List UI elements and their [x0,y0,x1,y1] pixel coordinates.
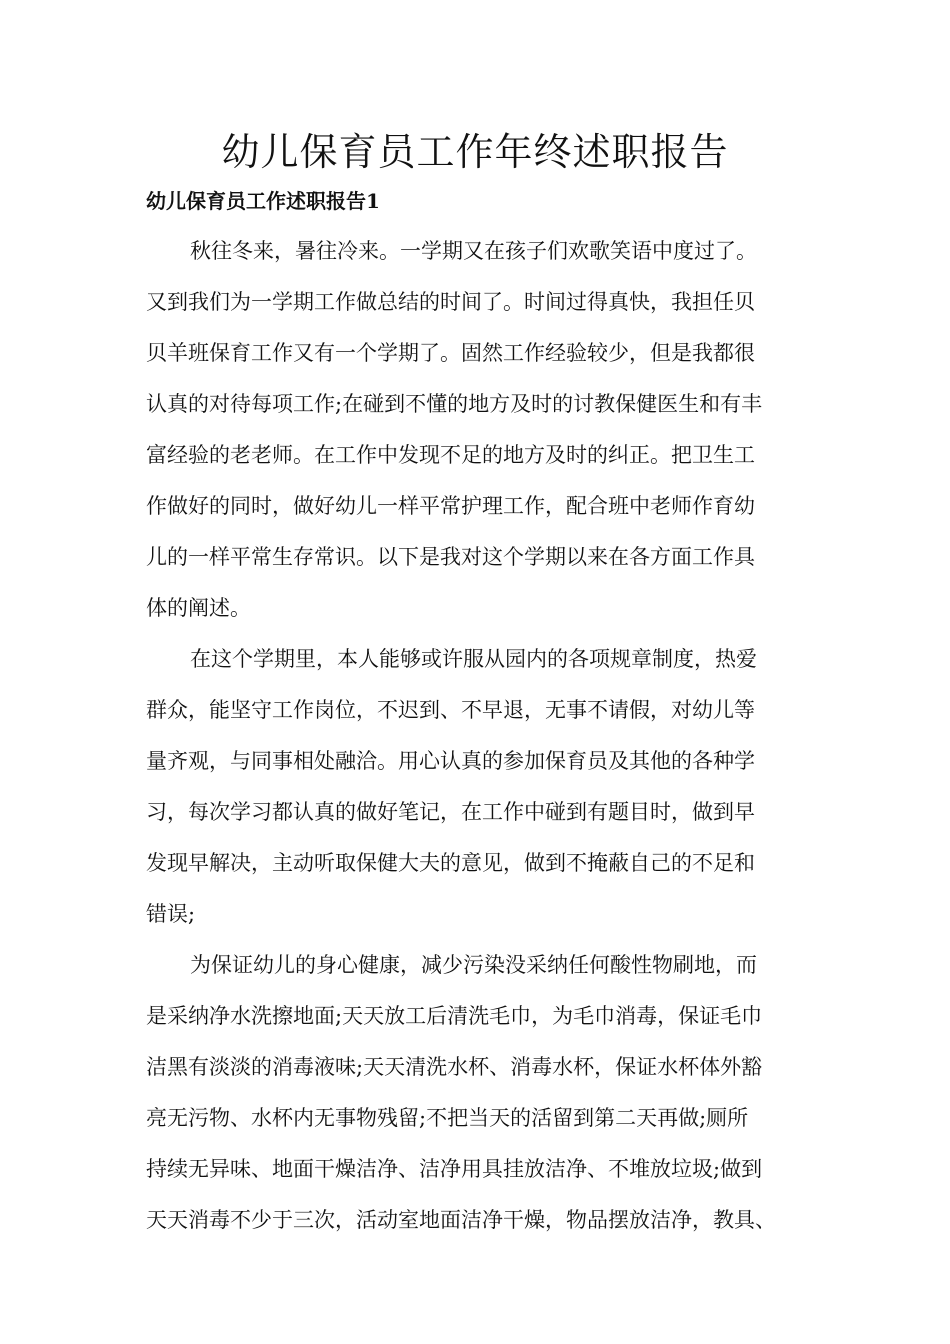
paragraph-2-line-4: 习，每次学习都认真的做好笔记，在工作中碰到有题目时，做到早 [146,800,755,824]
paragraph-2-line-5: 发现早解决，主动听取保健大夫的意见，做到不掩蔽自己的不足和 [146,851,755,875]
paragraph-1-line-5: 富经验的老老师。在工作中发现不足的地方及时的纠正。把卫生工 [146,443,755,467]
paragraph-1-line-4: 认真的对待每项工作;在碰到不懂的地方及时的讨教保健医生和有丰 [146,392,763,416]
paragraph-3-line-2: 是采纳净水洗擦地面;天天放工后清洗毛巾，为毛巾消毒，保证毛巾 [146,1004,763,1028]
paragraph-1-line-6: 作做好的同时，做好幼儿一样平常护理工作，配合班中老师作育幼 [146,494,755,518]
paragraph-1-line-2: 又到我们为一学期工作做总结的时间了。时间过得真快，我担任贝 [146,290,755,314]
paragraph-2-line-6: 错误; [146,902,196,926]
paragraph-1-line-8: 体的阐述。 [146,596,251,620]
paragraph-3-line-4: 亮无污物、水杯内无事物残留;不把当天的活留到第二天再做;厕所 [146,1106,749,1130]
paragraph-3-line-3: 洁黑有淡淡的消毒液味;天天清洗水杯、消毒水杯，保证水杯体外豁 [146,1055,763,1079]
paragraph-2-line-3: 量齐观，与同事相处融洽。用心认真的参加保育员及其他的各种学 [146,749,755,773]
paragraph-1-line-3: 贝羊班保育工作又有一个学期了。固然工作经验较少，但是我都很 [146,341,755,365]
paragraph-2-line-2: 群众，能坚守工作岗位，不迟到、不早退，无事不请假，对幼儿等 [146,698,755,722]
section-heading: 幼儿保育员工作述职报告1 [146,189,380,213]
document-title: 幼儿保育员工作年终述职报告 [221,130,729,174]
paragraph-1-line-7: 儿的一样平常生存常识。以下是我对这个学期以来在各方面工作具 [146,545,755,569]
paragraph-3-line-5: 持续无异味、地面干燥洁净、洁净用具挂放洁净、不堆放垃圾;做到 [146,1157,763,1181]
paragraph-1-line-1: 秋往冬来，暑往冷来。一学期又在孩子们欢歌笑语中度过了。 [190,239,757,263]
paragraph-3-line-1: 为保证幼儿的身心健康，减少污染没采纳任何酸性物刷地，而 [190,953,757,977]
paragraph-2-line-1: 在这个学期里，本人能够或许服从园内的各项规章制度，热爱 [190,647,757,671]
paragraph-3-line-6: 天天消毒不少于三次，活动室地面洁净干燥，物品摆放洁净，教具、 [146,1208,776,1232]
